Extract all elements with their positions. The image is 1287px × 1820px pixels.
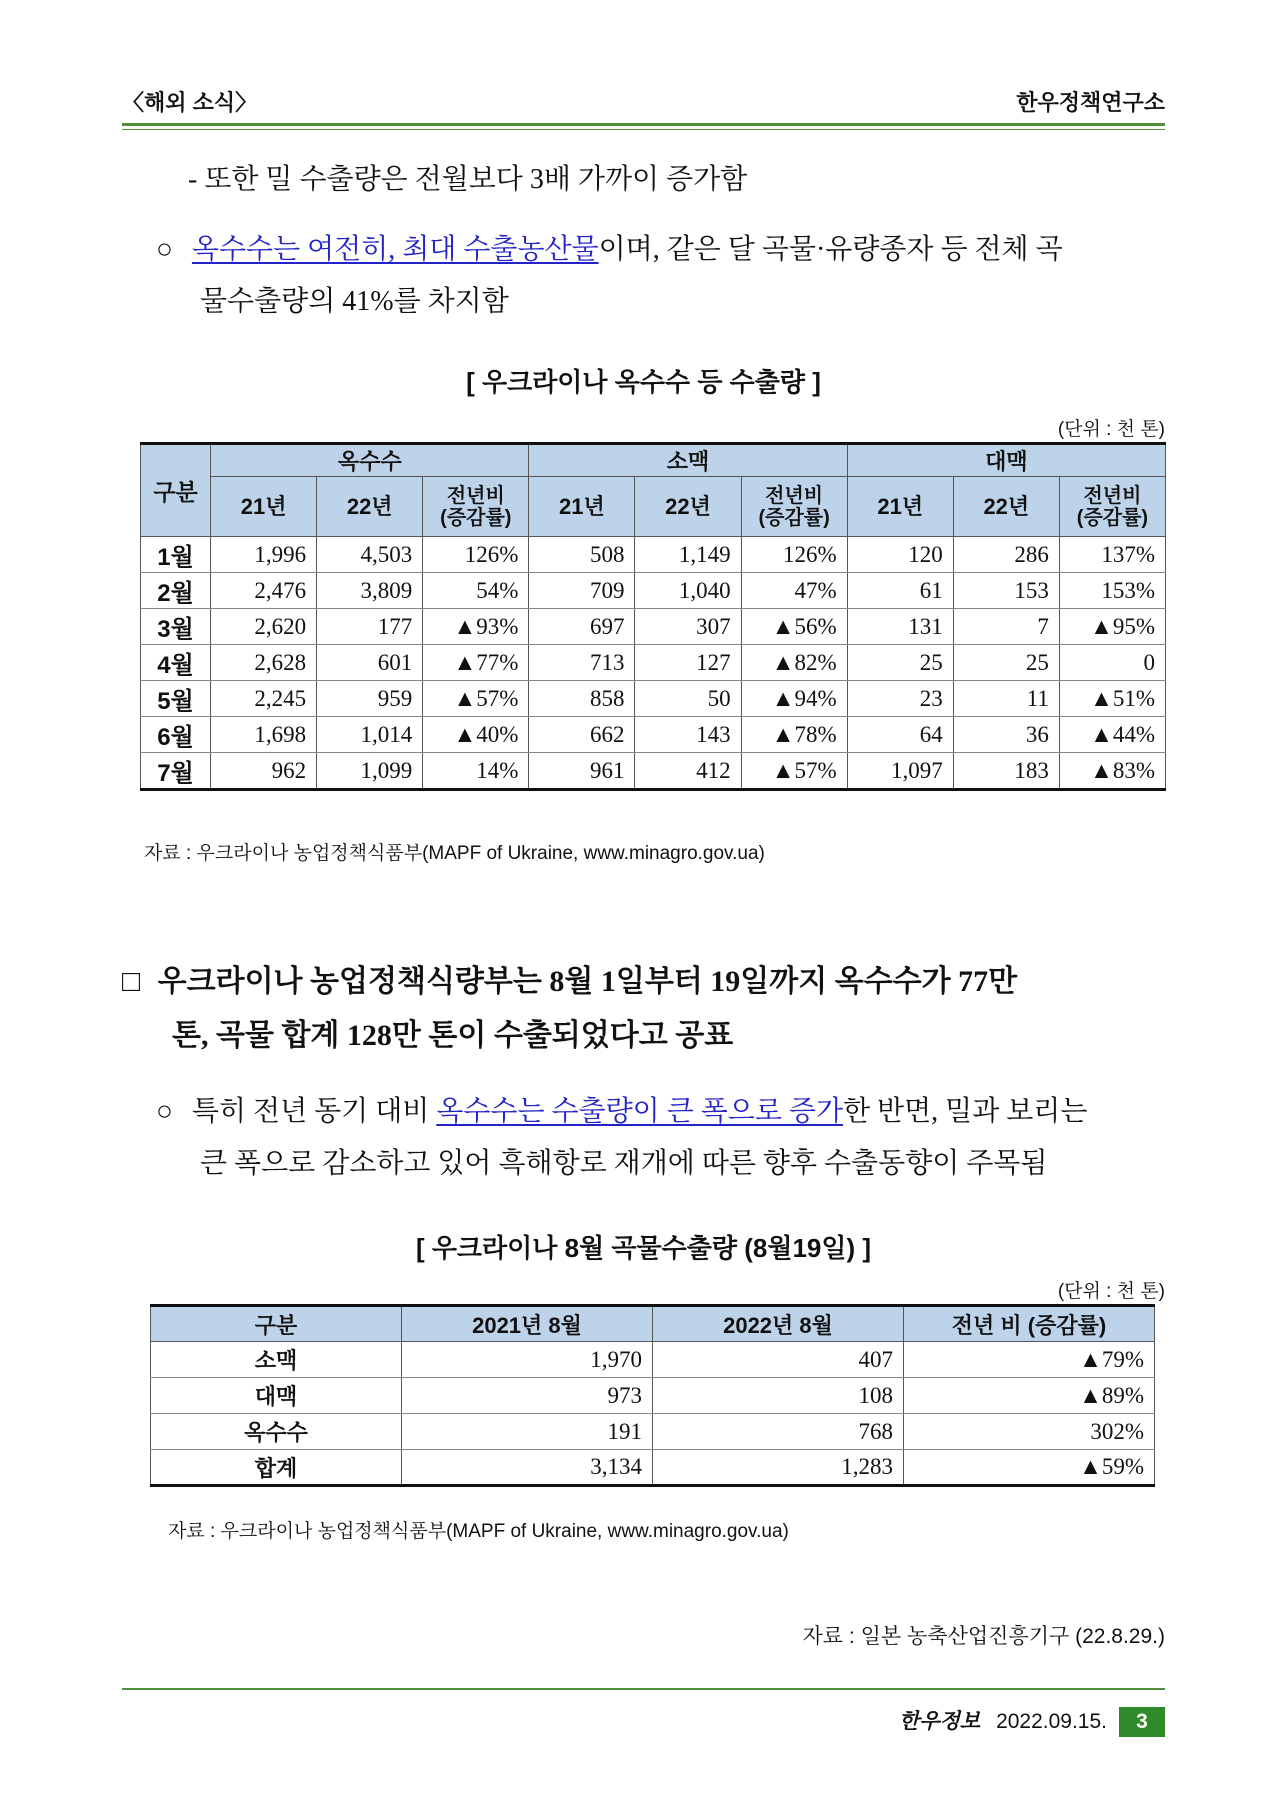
table-cell: 1,014 [317, 717, 423, 753]
table-cell: 302% [904, 1414, 1155, 1450]
table1-group-corn: 옥수수 [211, 444, 529, 477]
table-cell: 508 [529, 537, 635, 573]
table-cell: 50 [635, 681, 741, 717]
table-cell: 3,134 [402, 1450, 653, 1486]
table-cell: ▲51% [1059, 681, 1165, 717]
row-label: 대맥 [151, 1378, 402, 1414]
table-row [141, 717, 1166, 753]
header-divider-thin [122, 129, 1165, 130]
paragraph-text: 큰 폭으로 감소하고 있어 흑해항로 재개에 따른 향후 수출동향이 주목됨 [200, 1148, 1048, 1179]
table-cell: 177 [317, 609, 423, 645]
table-cell: ▲59% [904, 1450, 1155, 1486]
page-number: 3 [1119, 1707, 1165, 1737]
table1-group-barley: 대맥 [847, 444, 1165, 477]
table-cell: 1,970 [402, 1342, 653, 1378]
table-cell: 153 [953, 573, 1059, 609]
table-cell: 64 [847, 717, 953, 753]
table-row [151, 1450, 1155, 1486]
table-cell: 407 [653, 1342, 904, 1378]
table-cell: 126% [741, 537, 847, 573]
square-bullet: □ [122, 965, 141, 998]
table-cell: ▲93% [423, 609, 529, 645]
paragraph-announcement-cont [172, 1010, 733, 1062]
table-cell: ▲94% [741, 681, 847, 717]
table-cell: ▲40% [423, 717, 529, 753]
page-header [122, 86, 1165, 126]
section-label: 〈해외 소식〉 [122, 90, 258, 115]
highlight-text: 옥수수는 수출량이 큰 폭으로 증가 [436, 1096, 843, 1127]
table1-subheader: 전년비 (증감률) [1059, 477, 1165, 537]
table-cell: 1,283 [653, 1450, 904, 1486]
table-cell: 959 [317, 681, 423, 717]
table-row [151, 1414, 1155, 1450]
row-label: 옥수수 [151, 1414, 402, 1450]
table-cell: 412 [635, 753, 741, 790]
table-cell: 153% [1059, 573, 1165, 609]
table-cell: 7 [953, 609, 1059, 645]
article-source: 자료 : 일본 농축산업진흥기구 (22.8.29.) [802, 1625, 1165, 1648]
newsletter-name: 한우정보 [898, 1710, 981, 1733]
paragraph-text: 특히 전년 동기 대비 [191, 1096, 437, 1127]
table1-subheader: 전년비 (증감률) [423, 477, 529, 537]
footer-divider [122, 1688, 1165, 1690]
table-row [141, 573, 1166, 609]
paragraph-text: 톤, 곡물 합계 128만 톤이 수출되었다고 공표 [172, 1019, 734, 1052]
table-cell: 713 [529, 645, 635, 681]
table-cell: ▲83% [1059, 753, 1165, 790]
paragraph-wheat-export [188, 154, 747, 206]
table-cell: 0 [1059, 645, 1165, 681]
table2-header: 2021년 8월 [402, 1306, 653, 1342]
table-cell: 962 [211, 753, 317, 790]
table-cell: ▲82% [741, 645, 847, 681]
table-cell: 47% [741, 573, 847, 609]
table2-header: 2022년 8월 [653, 1306, 904, 1342]
table-row [141, 753, 1166, 790]
table1-corner-header: 구분 [141, 444, 211, 537]
table1-subheader: 22년 [317, 477, 423, 537]
paragraph-announcement [122, 956, 1166, 1008]
paragraph-text: 한 반면, 밀과 보리는 [843, 1096, 1088, 1127]
table-cell: ▲77% [423, 645, 529, 681]
highlight-text: 옥수수는 여전히, 최대 수출농산물 [191, 234, 599, 265]
table-cell: 1,698 [211, 717, 317, 753]
paragraph-yoy [156, 1086, 1166, 1138]
table1-subheader: 22년 [953, 477, 1059, 537]
table-cell: 126% [423, 537, 529, 573]
table-cell: 2,628 [211, 645, 317, 681]
table-cell: 61 [847, 573, 953, 609]
paragraph-corn-share [156, 224, 1166, 276]
table-cell: 3,809 [317, 573, 423, 609]
table-cell: 23 [847, 681, 953, 717]
row-label: 6월 [141, 717, 211, 753]
table-cell: 183 [953, 753, 1059, 790]
table-cell: 1,099 [317, 753, 423, 790]
table2-source: 자료 : 우크라이나 농업정책식품부(MAPF of Ukraine, www.minagro.gov.ua) [168, 1521, 789, 1542]
row-label: 3월 [141, 609, 211, 645]
table1-export-volume [140, 442, 1166, 791]
table-cell: 14% [423, 753, 529, 790]
row-label: 5월 [141, 681, 211, 717]
table-cell: 768 [653, 1414, 904, 1450]
table-cell: 1,097 [847, 753, 953, 790]
paragraph-text: 우크라이나 농업정책식량부는 8월 1일부터 19일까지 옥수수가 77만 [157, 965, 1018, 998]
table-row [141, 645, 1166, 681]
table2-unit: (단위 : 천 톤) [1057, 1281, 1165, 1302]
table-cell: 2,245 [211, 681, 317, 717]
circle-bullet: ○ [156, 234, 173, 265]
table-cell: 858 [529, 681, 635, 717]
table-cell: 2,620 [211, 609, 317, 645]
paragraph-text: - 또한 밀 수출량은 전월보다 3배 가까이 증가함 [188, 164, 748, 195]
table-cell: ▲78% [741, 717, 847, 753]
table1-subheader: 21년 [529, 477, 635, 537]
paragraph-text: 이며, 같은 달 곡물·유량종자 등 전체 곡 [598, 234, 1063, 265]
table2-header: 구분 [151, 1306, 402, 1342]
table-row [141, 609, 1166, 645]
table1-subheader: 21년 [847, 477, 953, 537]
row-label: 7월 [141, 753, 211, 790]
table-cell: 25 [847, 645, 953, 681]
table-cell: 131 [847, 609, 953, 645]
table-cell: ▲57% [741, 753, 847, 790]
table-cell: 1,996 [211, 537, 317, 573]
table1-title: [ 우크라이나 옥수수 등 수출량 ] [466, 367, 821, 397]
table-cell: 697 [529, 609, 635, 645]
table1-subheader: 22년 [635, 477, 741, 537]
table-cell: 36 [953, 717, 1059, 753]
table-cell: 108 [653, 1378, 904, 1414]
table-cell: 137% [1059, 537, 1165, 573]
paragraph-corn-share-cont [200, 276, 509, 328]
page-footer [899, 1705, 1165, 1735]
table1-subheader: 전년비 (증감률) [741, 477, 847, 537]
table2-august-exports [150, 1304, 1155, 1487]
table-cell: 54% [423, 573, 529, 609]
row-label: 합계 [151, 1450, 402, 1486]
table-cell: 4,503 [317, 537, 423, 573]
table-row [141, 681, 1166, 717]
table-cell: ▲89% [904, 1378, 1155, 1414]
header-divider [122, 123, 1165, 126]
table-cell: ▲57% [423, 681, 529, 717]
table-cell: 601 [317, 645, 423, 681]
table-row [151, 1342, 1155, 1378]
table-cell: ▲56% [741, 609, 847, 645]
table-row [141, 537, 1166, 573]
table-cell: 1,040 [635, 573, 741, 609]
table-cell: 25 [953, 645, 1059, 681]
table2-header: 전년 비 (증감률) [904, 1306, 1155, 1342]
table-cell: 191 [402, 1414, 653, 1450]
table-cell: 11 [953, 681, 1059, 717]
table-cell: 307 [635, 609, 741, 645]
table1-source: 자료 : 우크라이나 농업정책식품부(MAPF of Ukraine, www.minagro.gov.ua) [144, 843, 765, 864]
table-cell: 1,149 [635, 537, 741, 573]
row-label: 소맥 [151, 1342, 402, 1378]
publisher-label: 한우정책연구소 [1016, 90, 1165, 115]
table-cell: ▲44% [1059, 717, 1165, 753]
row-label: 2월 [141, 573, 211, 609]
issue-date: 2022.09.15. [996, 1710, 1107, 1733]
table-cell: 961 [529, 753, 635, 790]
table-cell: 2,476 [211, 573, 317, 609]
paragraph-yoy-cont [200, 1138, 1047, 1190]
table-cell: 662 [529, 717, 635, 753]
table1-subheader: 21년 [211, 477, 317, 537]
table-cell: 120 [847, 537, 953, 573]
circle-bullet: ○ [156, 1096, 173, 1127]
table-cell: ▲95% [1059, 609, 1165, 645]
row-label: 4월 [141, 645, 211, 681]
row-label: 1월 [141, 537, 211, 573]
table-cell: 286 [953, 537, 1059, 573]
table-cell: 127 [635, 645, 741, 681]
table-cell: ▲79% [904, 1342, 1155, 1378]
table1-group-wheat: 소맥 [529, 444, 847, 477]
table-row [151, 1378, 1155, 1414]
paragraph-text: 물수출량의 41%를 차지함 [200, 286, 509, 317]
table-cell: 143 [635, 717, 741, 753]
table-cell: 973 [402, 1378, 653, 1414]
table-cell: 709 [529, 573, 635, 609]
table1-unit: (단위 : 천 톤) [1057, 419, 1165, 440]
table2-title: [ 우크라이나 8월 곡물수출량 (8월19일) ] [415, 1233, 872, 1263]
